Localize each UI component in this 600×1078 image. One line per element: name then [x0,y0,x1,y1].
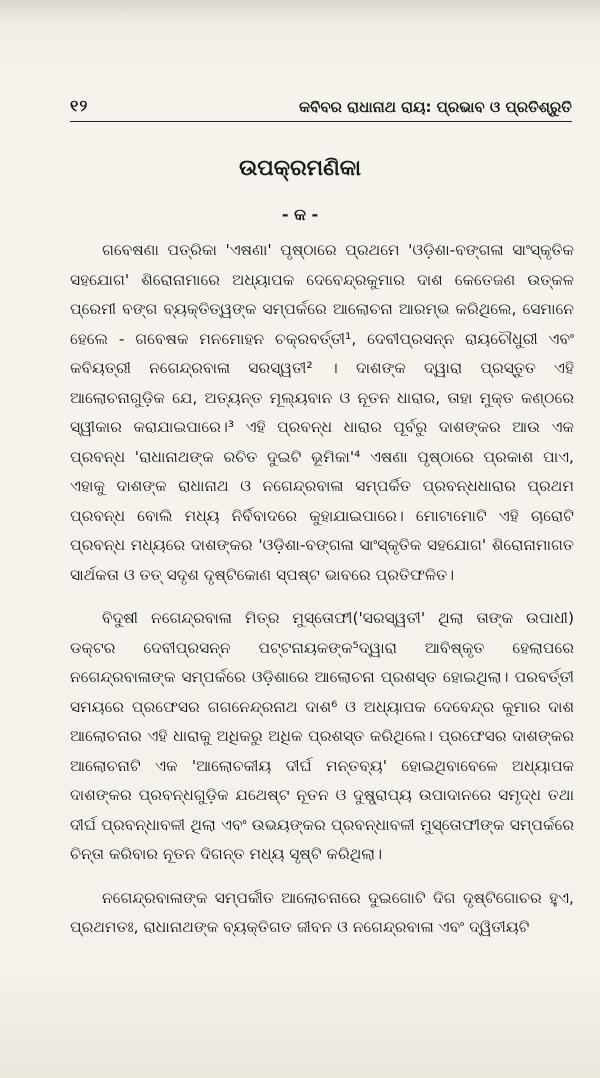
running-header [70,88,572,116]
section-mark: - କ - [281,205,319,224]
body-text [70,236,574,957]
paragraph-1: ଗବେଷଣା ପତ୍ରିକା 'ଏଷଣା' ପୃଷ୍ଠାରେ ପ୍ରଥମେ 'ଓଡ଼ିଶା-ବଙ୍ଗଳା ସାଂସ୍କୃତିକ ସହଯୋଗ' ଶିରୋନାମାରେ ଅଧ୍ୟାପକ ଦେବେନ୍ଦ୍ରକୁମାର ଦାଶ କେତେଜଣ ଉତ୍କଳ ପ୍ରେମୀ ବଙ୍ଗ ବ୍ୟକ୍ତିତ୍ୱଙ୍କ ସମ୍ପର୍କରେ ଆଲୋଚନା ଆରମ୍ଭ କରିଥିଲେ, ସେମାନେ ହେଲେ - ଗବେଷକ ମନମୋହନ ଚକ୍ରବର୍ତ୍ତୀ¹, ଦେବୀପ୍ରସନ୍ନ ରାୟଚୌଧୁରୀ ଏବଂ କବିୟତ୍ରୀ ନଗେନ୍ଦ୍ରବାଳା ସରସ୍ୱତୀ² । ଦାଶଙ୍କ ଦ୍ୱାରା ପ୍ରସ୍ତୁତ ଏହି ଆଲୋଚନାଗୁଡ଼ିକ ଯେ, ଅତ୍ୟନ୍ତ ମୂଲ୍ୟବାନ ଓ ନୂତନ ଧାରାର, ତାହା ମୁକ୍ତ କଣ୍ଠରେ ସ୍ୱୀକାର କରାଯାଇପାରେ।³ ଏହି ପ୍ରବନ୍ଧ ଧାରାର ପୂର୍ବରୁ ଦାଶଙ୍କର ଆଉ ଏକ ପ୍ରବନ୍ଧ 'ରାଧାନାଥଙ୍କ ରଚିତ ଦୁଇଟି ଭୂମିକା'⁴ ଏଷଣା ପୃଷ୍ଠାରେ ପ୍ରକାଶ ପାଏ, ଏହାକୁ ଦାଶଙ୍କ ରାଧାନାଥ ଓ ନଗେନ୍ଦ୍ରବାଳା ସମ୍ପର୍କିତ ପ୍ରବନ୍ଧଧାରାର ପ୍ରଥମ ପ୍ରବନ୍ଧ ବୋଲି ମଧ୍ୟ ନିର୍ବିବାଦରେ କୁହାଯାଇପାରେ। ମୋଟାମୋଟି ଏହି ଚାରୋଟି ପ୍ରବନ୍ଧ ମଧ୍ୟରେ ଦାଶଙ୍କର 'ଓଡ଼ିଶା-ବଙ୍ଗଳା ସାଂସ୍କୃତିକ ସହଯୋଗ' ଶିରୋନାମାଗତ ସାର୍ଥକତା ଓ ତତ୍ ସଦୃଶ ଦୃଷ୍ଟିକୋଣ ସ୍ପଷ୍ଟ ଭାବରେ ପ୍ରତିଫଳିତ। [70,241,574,584]
chapter-title: ଉପକ୍ରମଣିକା [238,156,362,181]
paragraph-2: ବିଦୁଷୀ ନଗେନ୍ଦ୍ରବାଳା ମିତ୍ର ମୁସ୍ତୋଫୀ('ସରସ୍ୱତୀ' ଥିଲା ତାଙ୍କ ଉପାଧୀ) ଡକ୍ଟର ଦେବୀପ୍ରସନ୍ନ ପଟ୍ଟନାୟକଙ୍କ⁵ଦ୍ୱାରା ଆବିଷ୍କୃତ ହେଲାପରେ ନଗେନ୍ଦ୍ରବାଳାଙ୍କ ସମ୍ପର୍କରେ ଓଡ଼ିଶାରେ ଆଲୋଚନା ପ୍ରଶସ୍ତ ହୋଇଥିଲା। ପରବର୍ତ୍ତୀ ସମୟରେ ପ୍ରଫେସର ଗଗନେନ୍ଦ୍ରନାଥ ଦାଶ⁶ ଓ ଅଧ୍ୟାପକ ଦେବେନ୍ଦ୍ର କୁମାର ଦାଶ ଆଲୋଚନାର ଏହି ଧାରାକୁ ଅଧିକରୁ ଅଧିକ ପ୍ରଶସ୍ତ କରିଥିଲେ। ପ୍ରଫେସର ଦାଶଙ୍କର ଆଲୋଚନାଟି ଏକ 'ଆଲୋଚକୀୟ ଦୀର୍ଘ ମନ୍ତବ୍ୟ' ହୋଇଥିବାବେଳେ ଅଧ୍ୟାପକ ଦାଶଙ୍କର ପ୍ରବନ୍ଧଗୁଡ଼ିକ ଯଥେଷ୍ଟ ନୂତନ ଓ ଦୁଷ୍ପ୍ରାପ୍ୟ ଉପାଦାନରେ ସମୃଦ୍ଧ ତଥା ଦୀର୍ଘ ପ୍ରବନ୍ଧାବଳୀ ଥିଲା ଏବଂ ଉଭୟଙ୍କର ପ୍ରବନ୍ଧାବଳୀ ମୁସ୍ତୋଫୀଙ୍କ ସମ୍ପର୍କରେ ଚିନ୍ତା କରିବାର ନୂତନ ଦିଗନ୍ତ ମଧ୍ୟ ସୃଷ୍ଟି କରିଥିଲା। [70,609,574,863]
page-number: ୧୨ [70,96,89,115]
paragraph-3: ନଗେନ୍ଦ୍ରବାଳାଙ୍କ ସମ୍ପର୍କୀତ ଆଲୋଚନାରେ ଦୁଇଗୋଟି ଦିଗ ଦୃଷ୍ଟିଗୋଚର ହୁଏ, ପ୍ରଥମତଃ, ରାଧାନାଥଙ୍କ ବ୍ୟକ୍ତିଗତ ଜୀବନ ଓ ନଗେନ୍ଦ୍ରବାଳା ଏବଂ ଦ୍ୱିତୀୟଟି [70,888,574,936]
page-edge-shadow [0,0,600,22]
running-title: କବିବର ରାଧାନାଥ ରାୟ: ପ୍ରଭାବ ଓ ପ୍ରତିଶ୍ରୁତି [299,98,572,116]
header-rule [70,121,572,122]
